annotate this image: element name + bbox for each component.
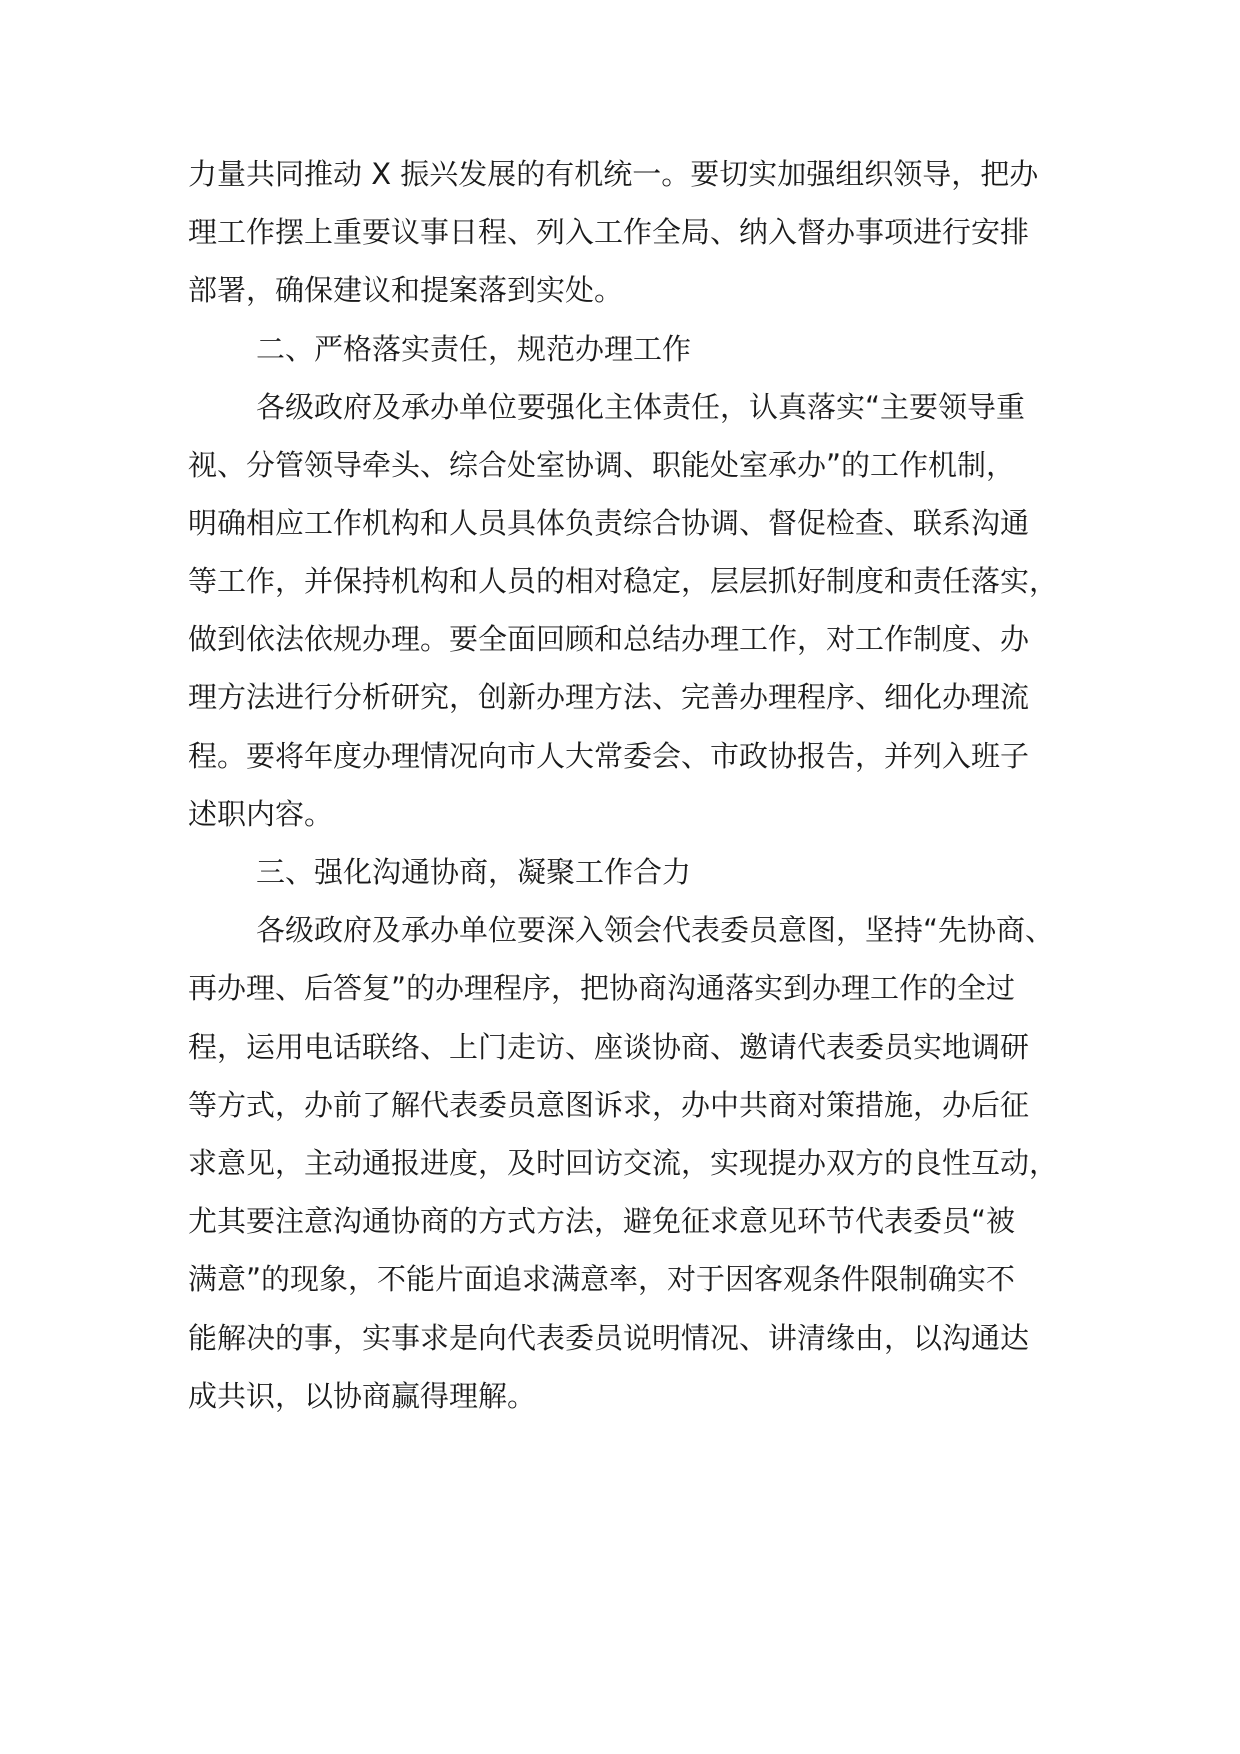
paragraph-line: 理方法进行分析研究，创新办理方法、完善办理程序、细化办理流 <box>188 680 1030 714</box>
paragraph-line: 视、分管领导牵头、综合处室协调、职能处室承办”的工作机制， <box>188 448 1016 482</box>
paragraph-line: 等工作，并保持机构和人员的相对稳定，层层抓好制度和责任落实， <box>188 564 1059 598</box>
document-body <box>188 0 1068 1754</box>
paragraph-line: 明确相应工作机构和人员具体负责综合协调、督促检查、联系沟通 <box>188 506 1030 540</box>
paragraph-line: 再办理、后答复”的办理程序，把协商沟通落实到办理工作的全过 <box>188 971 1016 1005</box>
paragraph-line: 求意见，主动通报进度，及时回访交流，实现提办双方的良性互动， <box>188 1146 1059 1180</box>
paragraph-line: 各级政府及承办单位要深入领会代表委员意图，坚持“先协商、 <box>256 913 1055 947</box>
paragraph-line: 能解决的事，实事求是向代表委员说明情况、讲清缘由，以沟通达 <box>188 1321 1030 1355</box>
paragraph-line: 程。要将年度办理情况向市人大常委会、市政协报告，并列入班子 <box>188 739 1030 773</box>
paragraph-line: 力量共同推动 X 振兴发展的有机统一。要切实加强组织领导，把办 <box>188 157 1039 191</box>
paragraph-line: 述职内容。 <box>188 797 334 831</box>
section-heading-2: 二、严格落实责任，规范办理工作 <box>256 332 692 366</box>
paragraph-line: 满意”的现象，不能片面追求满意率，对于因客观条件限制确实不 <box>188 1262 1016 1296</box>
section-heading-3: 三、强化沟通协商，凝聚工作合力 <box>256 855 692 889</box>
paragraph-line: 部署，确保建议和提案落到实处。 <box>188 273 624 307</box>
paragraph-line: 各级政府及承办单位要强化主体责任，认真落实“主要领导重 <box>256 390 1026 424</box>
paragraph-line: 成共识，以协商赢得理解。 <box>188 1379 537 1413</box>
paragraph-line: 等方式，办前了解代表委员意图诉求，办中共商对策措施，办后征 <box>188 1088 1030 1122</box>
paragraph-line: 做到依法依规办理。要全面回顾和总结办理工作，对工作制度、办 <box>188 622 1030 656</box>
paragraph-line: 理工作摆上重要议事日程、列入工作全局、纳入督办事项进行安排 <box>188 215 1030 249</box>
paragraph-line: 尤其要注意沟通协商的方式方法，避免征求意见环节代表委员“被 <box>188 1204 1016 1238</box>
paragraph-line: 程，运用电话联络、上门走访、座谈协商、邀请代表委员实地调研 <box>188 1030 1030 1064</box>
